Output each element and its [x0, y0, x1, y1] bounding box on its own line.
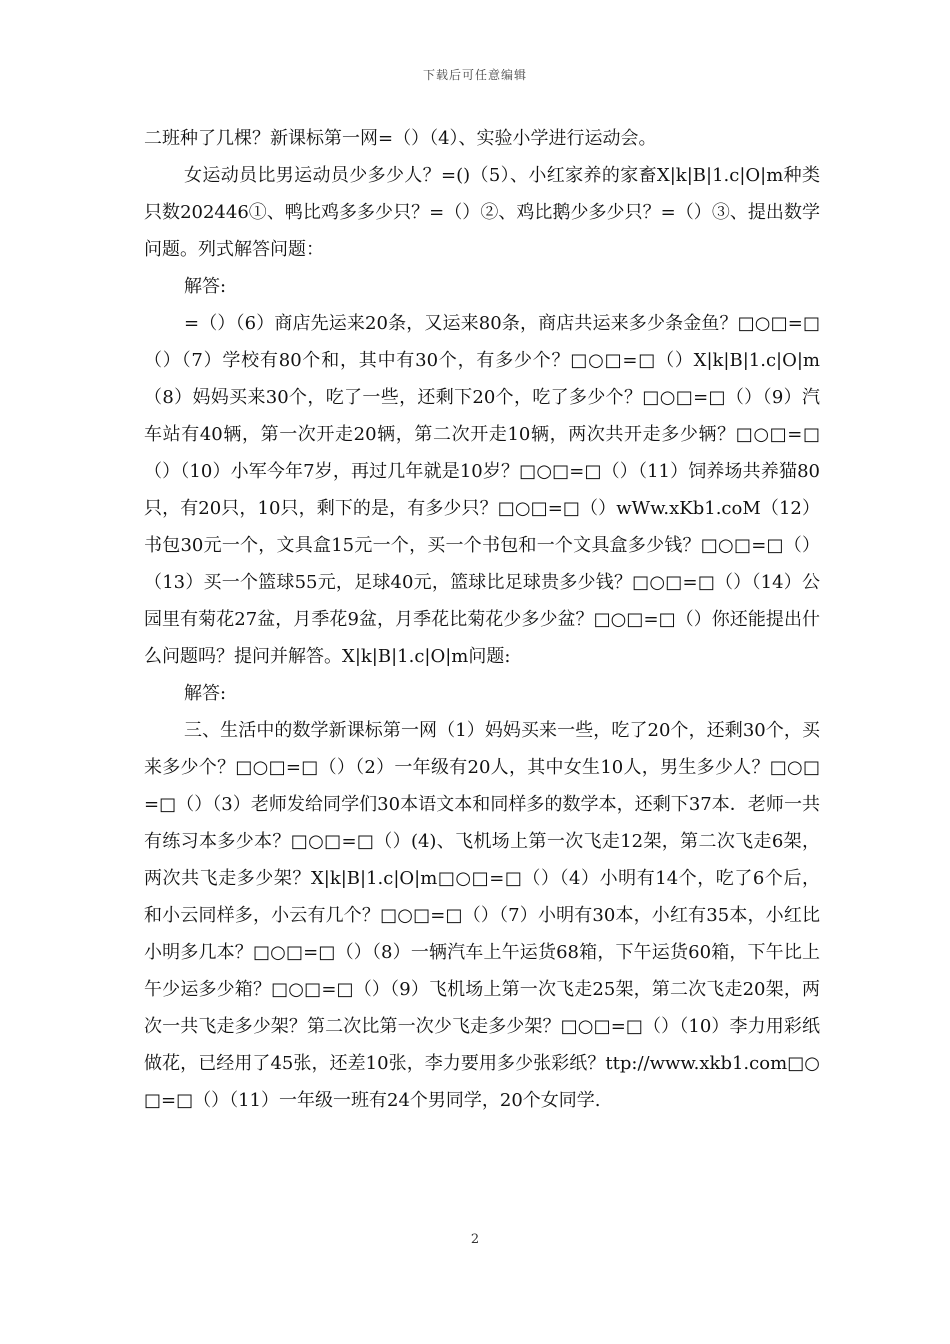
paragraph-answer-label: 解答: — [184, 683, 227, 704]
paragraph-section-three: 三、生活中的数学新课标第一网（1）妈妈买来一些，吃了20个，还剩30个，买来多少个？□○□=□（）（2）一年级有20人，其中女生10人，男生多少人？□○□=□（）（3）老师发给同学们30本语文本和同样多的数学本，还剩下37本．老师一共有练习本多少本？□○□=□（）(4)、飞机场上第一次飞走12架，第二次飞走6架，两次共飞走多少架？X|k|B|1.c|O|m□○□=□（）（4）小明有14个，吃了6个后，和小云同样多，小云有几个？□○□=□（）（7）小明有30本，小红有35本，小红比小明多几本？□○□=□（）（8）一辆汽车上午运货68箱，下午运货60箱，下午比上午少运多少箱？□○□=□（）（9）飞机场上第一次飞走25架，第二次飞走20架，两次一共飞走多少架？第二次比第一次少飞走多少架？□○□=□（）（10）李力用彩纸做花，已经用了45张，还差10张，李力要用多少张彩纸？ttp://www.xkb1.com□○□=□（）（11）一年级一班有24个男同学，20个女同学. — [144, 720, 820, 1111]
paragraph-answer-label: 解答: — [184, 276, 227, 297]
document-body — [144, 120, 820, 1119]
paragraph-continuation: 二班种了几棵？新课标第一网=（）（4）、实验小学进行运动会。 — [144, 128, 657, 149]
page-header: 下载后可任意编辑 — [422, 68, 527, 82]
paragraph-problem-block-2: =（）（6）商店先运来20条，又运来80条，商店共运来多少条金鱼？□○□=□（）（7）学校有80个和，其中有30个，有多少个？□○□=□（）X|k|B|1.c|O|m（8）妈妈买来30个，吃了一些，还剩下20个，吃了多少个？□○□=□（）（9）汽车站有40辆，第一次开走20辆，第二次开走10辆，两次共开走多少辆？□○□=□（）（10）小军今年7岁，再过几年就是10岁？□○□=□（）（11）饲养场共养猫80只，有20只，10只，剩下的是，有多少只？□○□=□（）wWw.xKb1.coM（12）书包30元一个，文具盒15元一个，买一个书包和一个文具盒多少钱？□○□=□（）（13）买一个篮球55元，足球40元，篮球比足球贵多少钱？□○□=□（）（14）公园里有菊花27盆，月季花9盆，月季花比菊花少多少盆？□○□=□（）你还能提出什么问题吗？提问并解答。X|k|B|1.c|O|m问题: — [144, 313, 820, 667]
paragraph-problem-block-1: 女运动员比男运动员少多少人？=()（5）、小红家养的家畜X|k|B|1.c|O|m种类只数202446①、鸭比鸡多多少只？=（）②、鸡比鹅少多少只？=（）③、提出数学问题。列式解答问题： — [144, 165, 820, 260]
page-number: 2 — [470, 1232, 480, 1247]
